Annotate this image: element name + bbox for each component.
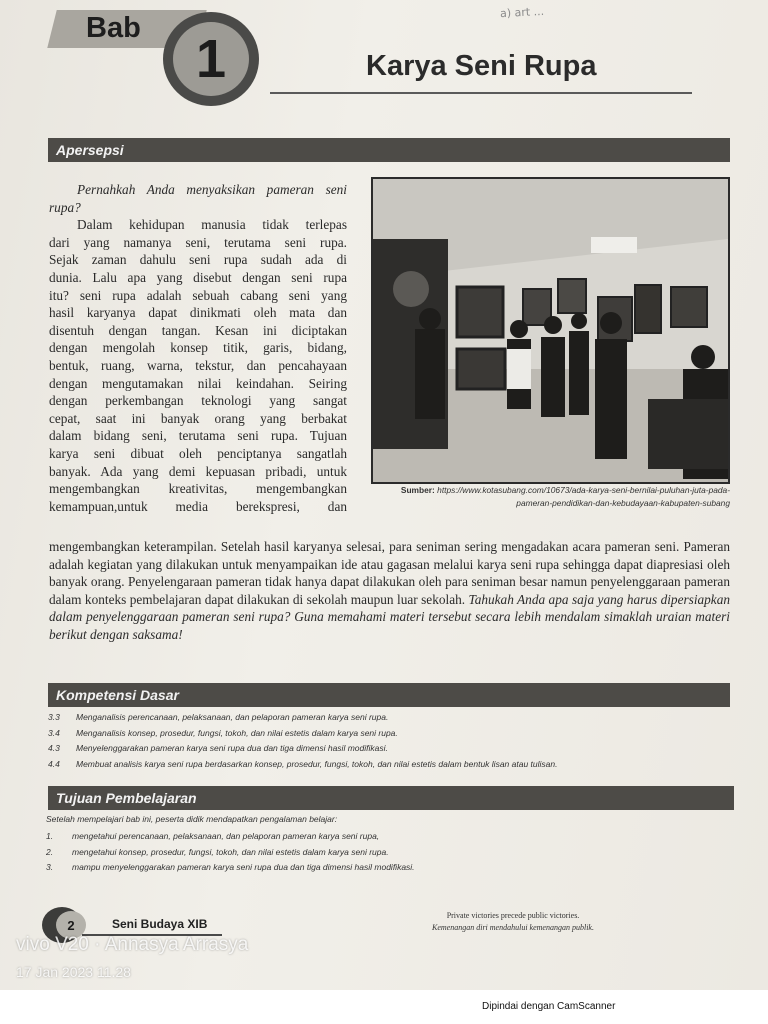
column-lines xyxy=(49,216,347,515)
handwritten-note: a) art ... xyxy=(499,4,545,21)
tujuan-item xyxy=(46,845,726,861)
tujuan-list xyxy=(46,829,726,876)
column-line: disentuh dengan tangan. Kesan ini diciptakan xyxy=(49,322,347,338)
body-paragraph: mengembangkan keterampilan. Setelah hasil karyanya selesai, para seniman sering mengadakan acara pameran seni. Pameran adalah kegiatan yang dilakukan untuk menyampaikan ide atau gagasan melalui karya seni rupa sehingga dapat diapresiasi oleh banyak orang. Penyelengaraan pameran tidak hanya dapat dilakukan oleh para seniman besar namun penyelenggaraan pameran dalam konteks pembelajaran dapat dilakukan di sekolah maupun luar sekolah. xyxy=(49,539,730,607)
closing-question: Tahukah Anda apa saja yang harus dipersiapkan dalam penyelenggaraan pameran seni rupa? Guna memahami materi tersebut secara lebih mendalam simaklah uraian materi berikut dengan saksama! xyxy=(49,591,731,642)
kompetensi-item xyxy=(48,757,728,773)
bab-label: Bab xyxy=(86,12,141,44)
camera-watermark-device: vivo V20 · Annasya Arrasya xyxy=(16,934,249,955)
kompetensi-item xyxy=(48,741,728,757)
exhibition-photo-illustration xyxy=(373,179,728,482)
column-line: itu? seni rupa adalah sebuah cabang seni yang xyxy=(49,287,347,303)
column-line: banyak. Ada yang demi kepuasan pribadi, untuk xyxy=(49,463,347,479)
title-underline xyxy=(270,92,692,94)
column-line: dunia. Lalu apa yang disebut dengan seni rupa xyxy=(49,269,347,285)
chapter-title: Karya Seni Rupa xyxy=(366,50,597,82)
column-line: cepat, saat ini banyak orang yang berbakat xyxy=(49,410,347,426)
tujuan-text: mengetahui perencanaan, pelaksanaan, dan pelaporan pameran karya seni rupa, xyxy=(72,831,380,841)
caption-label: Sumber: xyxy=(400,485,435,495)
kompetensi-text: Menyelenggarakan pameran karya seni rupa dua dan tiga dimensi hasil modifikasi. xyxy=(76,743,388,753)
quote-english: Private victories precede public victories. xyxy=(446,911,580,920)
quote-indonesian: Kemenangan diri mendahului kemenangan publik. xyxy=(432,923,594,932)
column-line: Sejak zaman dahulu seni rupa sudah ada di xyxy=(49,252,347,268)
kompetensi-text: Menganalisis konsep, prosedur, fungsi, tokoh, dan nilai estetis dalam karya seni rupa. xyxy=(76,727,398,738)
kompetensi-item xyxy=(48,726,728,742)
kompetensi-number: 3.3 xyxy=(48,712,60,722)
tujuan-intro: Setelah mempelajari bab ini, peserta didik mendapatkan pengalaman belajar: xyxy=(46,814,338,824)
chapter-number-badge xyxy=(163,12,259,106)
kompetensi-number: 4.3 xyxy=(48,743,60,753)
intro-question: Pernahkah Anda menyaksikan pameran seni rupa? xyxy=(49,182,347,215)
column-line: Dalam kehidupan manusia tidak terlepas xyxy=(77,217,347,233)
camera-watermark-datetime: 17 Jan 2023 11.28 xyxy=(16,964,131,980)
section-heading-kompetensi: Kompetensi Dasar xyxy=(48,683,730,707)
kompetensi-list xyxy=(48,710,728,772)
kompetensi-number: 4.4 xyxy=(48,758,60,769)
column-line: dari yang namanya seni, terutama seni rupa. xyxy=(49,234,347,250)
scanner-footer-note: Dipindai dengan CamScanner xyxy=(482,1001,616,1012)
tujuan-item xyxy=(46,829,726,845)
column-line: dalam bidang seni, terutama seni rupa. Tujuan xyxy=(49,428,347,444)
column-line: kemampuan,untuk media berekspresi, dan xyxy=(49,498,347,514)
tujuan-text: mengetahui konsep, prosedur, fungsi, tokoh, dan nilai estetis dalam karya seni rupa. xyxy=(72,846,389,857)
tujuan-number: 1. xyxy=(46,831,54,841)
photo-caption xyxy=(372,484,730,510)
tujuan-text: mampu menyelenggarakan pameran karya seni rupa dua dan tiga dimensi hasil modifikasi. xyxy=(72,862,415,872)
tujuan-item xyxy=(46,860,726,876)
column-line: dengan mengutamakan nilai keindahan. Seiring xyxy=(49,375,347,391)
kompetensi-item xyxy=(48,710,728,726)
page-number: 2 xyxy=(56,911,86,939)
apersepsi-full-text xyxy=(49,538,730,644)
column-line: karya seni dibuat oleh penciptanya sangatlah xyxy=(49,445,347,461)
tujuan-number: 2. xyxy=(46,846,54,857)
caption-url: https://www.kotasubang.com/10673/ada-karya-seni-bernilai-puluhan-juta-pada-pameran-pendidikan-dan-kebudayaan-kabupaten-subang xyxy=(437,485,730,508)
footer-quote xyxy=(392,910,634,934)
column-line: dengan mengolah konsep titik, garis, bidang, xyxy=(49,340,347,356)
column-line: bentuk, ruang, warna, tekstur, dan pencahayaan xyxy=(49,357,347,373)
kompetensi-text: Menganalisis perencanaan, pelaksanaan, dan pelaporan pameran karya seni rupa. xyxy=(76,712,389,722)
tujuan-intro-wrap xyxy=(46,812,726,828)
section-heading-apersepsi: Apersepsi xyxy=(48,138,730,162)
chapter-number: 1 xyxy=(173,22,249,96)
tujuan-number: 3. xyxy=(46,862,54,872)
kompetensi-text: Membuat analisis karya seni rupa berdasarkan konsep, prosedur, fungsi, tokoh, dan nilai estetis dalam bentuk lisan atau tulisan. xyxy=(76,758,558,769)
column-line: dengan perkembangan teknologi yang sangat xyxy=(49,393,347,409)
exhibition-photo xyxy=(371,177,730,484)
column-line: hasil karyanya dapat dinikmati oleh mata dan xyxy=(49,305,347,321)
apersepsi-column-text xyxy=(49,181,347,515)
column-line: mengembangkan kreativitas, mengembangkan xyxy=(49,481,347,497)
book-title: Seni Budaya XIB xyxy=(112,917,208,931)
section-heading-tujuan: Tujuan Pembelajaran xyxy=(48,786,734,810)
kompetensi-number: 3.4 xyxy=(48,727,60,738)
